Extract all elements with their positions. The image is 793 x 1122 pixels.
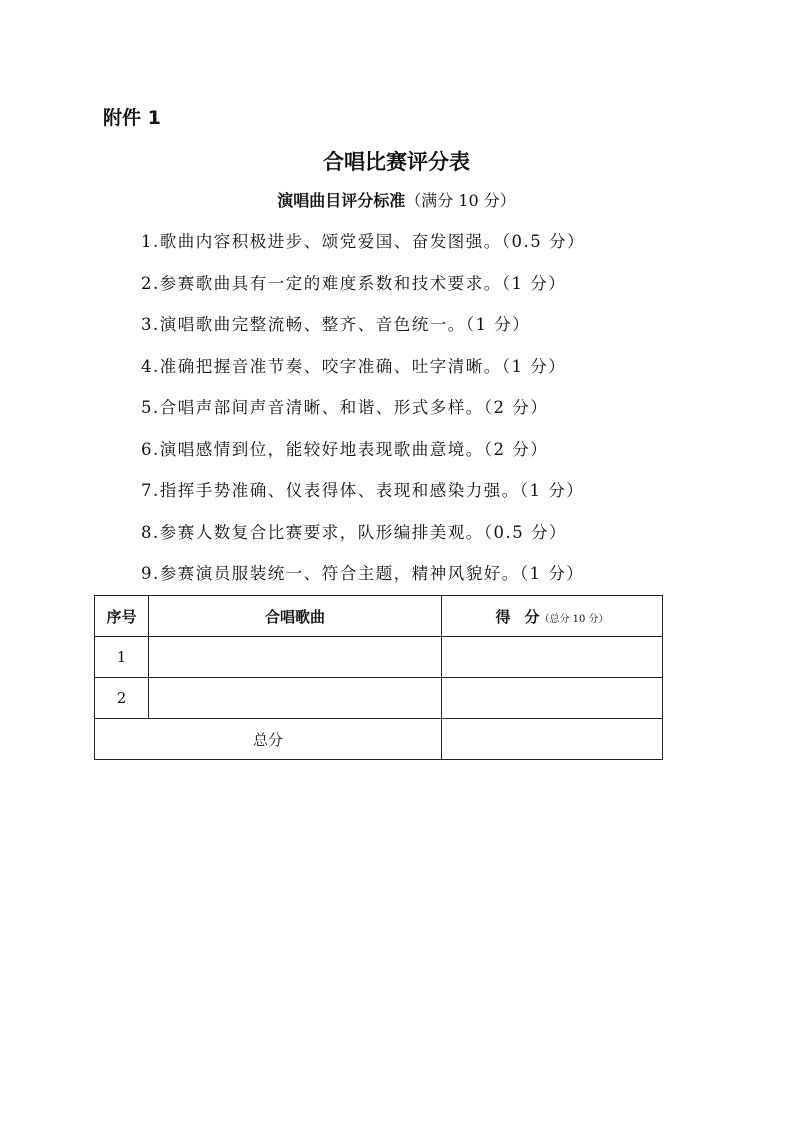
table-row [95,637,663,678]
criteria-item: 8.参赛人数复合比赛要求，队形编排美观。（0.5 分） [141,522,567,542]
criteria-item: 7.指挥手势准确、仪表得体、表现和感染力强。（1 分） [141,481,585,500]
criteria-item: 9.参赛演员服装统一、符合主题，精神风貌好。（1 分） [141,564,585,583]
header-score-char-1: 得 [495,607,511,626]
row-seq: 2 [95,678,149,719]
header-score-note: （总分 10 分） [539,613,609,625]
table-total-row [95,719,663,760]
header-score-char-2: 分 [524,607,540,626]
page-title: 合唱比赛评分表 [323,150,470,174]
song-cell[interactable] [149,678,442,719]
criteria-item: 3.演唱歌曲完整流畅、整齐、音色统一。（1 分） [141,315,531,334]
table-header-row [95,596,663,637]
subtitle-note: （满分 10 分） [405,191,516,210]
criteria-list [141,229,585,603]
header-seq: 序号 [95,596,149,637]
subtitle-heading: 演唱曲目评分标准 [277,191,406,210]
score-cell[interactable] [442,637,663,678]
criteria-item: 2.参赛歌曲具有一定的难度系数和技术要求。（1 分） [141,273,567,293]
subtitle [0,188,793,211]
song-cell[interactable] [149,637,442,678]
total-label: 总分 [95,719,442,760]
criteria-item: 6.演唱感情到位，能较好地表现歌曲意境。（2 分） [141,439,549,459]
total-score-cell[interactable] [442,719,663,760]
score-cell[interactable] [442,678,663,719]
score-table [94,595,663,760]
header-song: 合唱歌曲 [149,596,442,637]
row-seq: 1 [95,637,149,678]
attachment-label: 附件 1 [103,107,161,129]
table-row [95,678,663,719]
criteria-item: 1.歌曲内容积极进步、颂党爱国、奋发图强。（0.5 分） [141,232,585,251]
criteria-item: 4.准确把握音准节奏、咬字准确、吐字清晰。（1 分） [141,356,567,376]
header-score [442,596,663,637]
criteria-item: 5.合唱声部间声音清晰、和谐、形式多样。（2 分） [141,398,549,417]
